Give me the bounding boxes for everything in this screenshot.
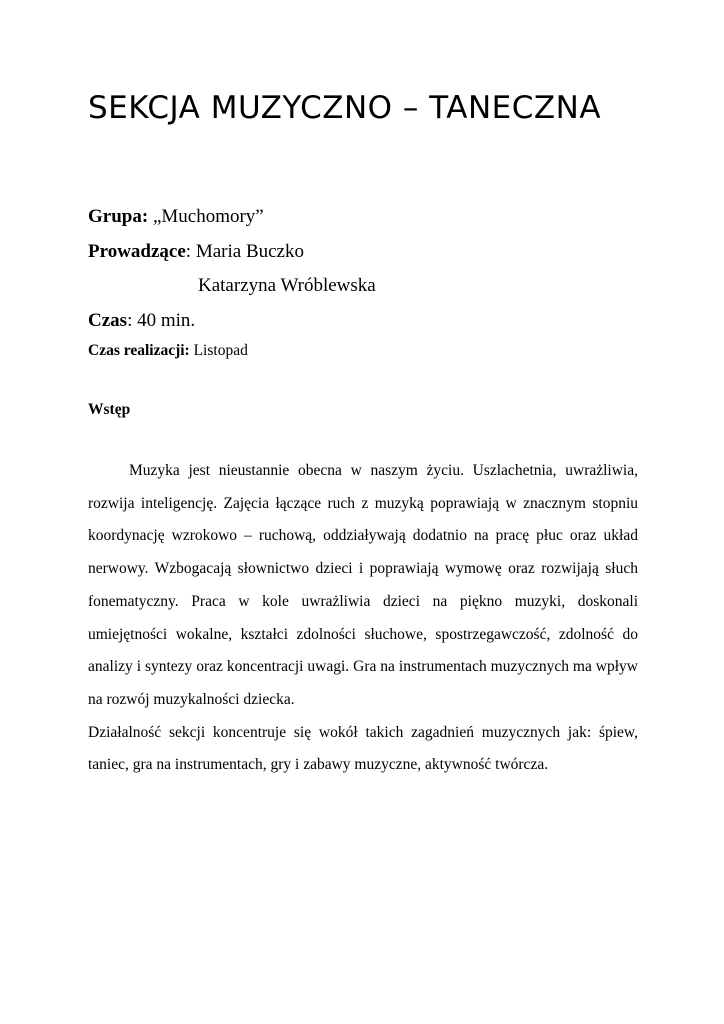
realization-value: Listopad: [189, 342, 248, 359]
leaders-line-2: [198, 275, 376, 297]
section-heading: Wstęp: [88, 401, 131, 418]
duration-value: 40 min.: [137, 310, 196, 331]
paragraph: Muzyka jest nieustannie obecna w naszym życiu. Uszlachetnia, uwrażliwia, rozwija inteligencję. Zajęcia łączące ruch z muzyką poprawiają w znacznym stopniu koordynację wzrokowo – ruchową, oddziaływają dodatnio na pracę płuc oraz układ nerwowy. Wzbogacają słownictwo dzieci i poprawiają wymowę oraz rozwijają słuch fonematyczny. Praca w kole uwrażliwia dzieci na piękno muzyki, doskonali umiejętności wokalne, kształci zdolności słuchowe, spostrzegawczość, zdolność do analizy i syntezy oraz koncentracji uwagi. Gra na instrumentach muzycznych ma wpływ na rozwój muzykalności dziecka.: [88, 462, 638, 708]
leader-name-2: Katarzyna Wróblewska: [198, 275, 376, 296]
group-line: [88, 206, 264, 228]
leaders-line: [88, 241, 304, 263]
document-title: SEKCJA MUZYCZNO – TANECZNA: [88, 90, 602, 126]
realization-line: [88, 342, 248, 360]
section-body: [88, 455, 638, 782]
leaders-label: Prowadzące: [88, 241, 186, 262]
duration-label: Czas: [88, 310, 128, 331]
realization-label: Czas realizacji:: [88, 342, 190, 359]
group-value: „Muchomory”: [148, 206, 264, 227]
leaders-separator: :: [185, 241, 196, 262]
group-label: Grupa:: [88, 206, 149, 227]
duration-line: [88, 310, 195, 332]
leader-name-1: Maria Buczko: [195, 241, 304, 262]
duration-separator: :: [127, 310, 138, 331]
paragraph: Działalność sekcji koncentruje się wokół takich zagadnień muzycznych jak: śpiew, taniec, gra na instrumentach, gry i zabawy muzyczne, aktywność twórcza.: [88, 723, 638, 774]
